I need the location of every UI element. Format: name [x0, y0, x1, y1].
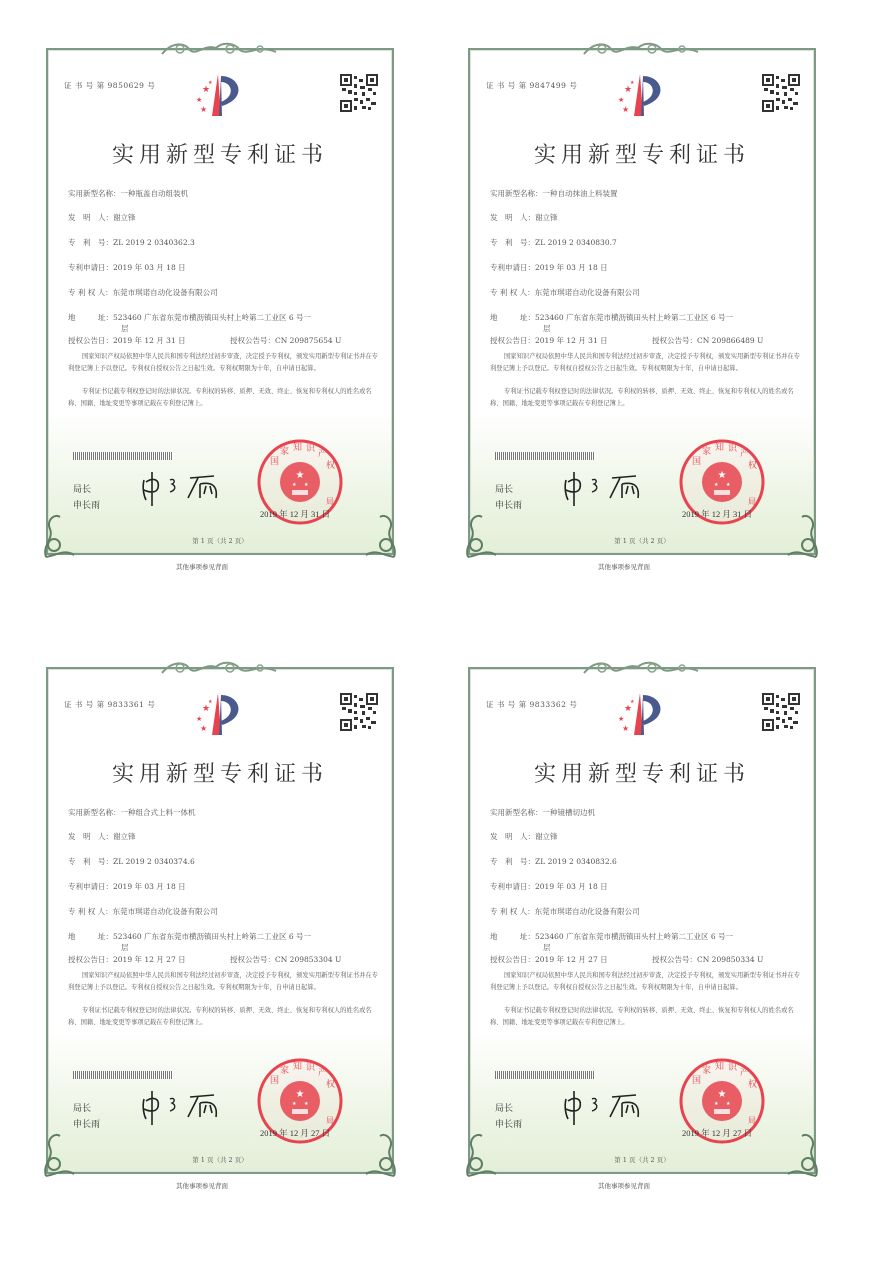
seal-date: 2019 年 12 月 27 日 — [260, 1128, 331, 1138]
certificate-frame — [46, 667, 394, 1174]
signature-icon — [560, 470, 650, 508]
address-line-2: 层 — [543, 943, 551, 952]
patent-number: 专 利 号：ZL 2019 2 0340832.6 — [490, 857, 617, 866]
ornament-corner-icon — [360, 1128, 400, 1178]
patent-holder: 专 利 权 人：东莞市琪诺自动化设备有限公司 — [490, 907, 640, 916]
statement-paragraph-1: 国家知识产权局依照中华人民共和国专利法经过初步审查，决定授予专利权，颁发实用新型专利证书并在专利登记簿上予以登记。专利权自授权公告之日起生效。专利权期限为十年，自申请日起算。 — [490, 353, 800, 372]
inventor: 发 明 人：谢立锋 — [68, 832, 136, 841]
signature-icon — [138, 1089, 228, 1127]
certificate-number: 证 书 号 第 9833361 号 — [64, 700, 156, 709]
svg-text:★: ★ — [202, 85, 211, 95]
patent-number: 专 利 号：ZL 2019 2 0340362.3 — [68, 238, 195, 247]
grant-date: 授权公告日：2019 年 12 月 27 日 — [490, 955, 608, 964]
qr-code-icon — [762, 693, 800, 731]
statement-paragraph-2: 专利证书记载专利权登记时的法律状况。专利权的转移、质押、无效、终止、恢复和专利权人的姓名或名称、国籍、地址变更等事项记载在专利登记簿上。 — [68, 1007, 372, 1026]
certificate-title: 实用新型专利证书 — [111, 762, 328, 787]
patent-holder: 专 利 权 人：东莞市琪诺自动化设备有限公司 — [68, 288, 218, 297]
svg-text:★: ★ — [295, 470, 305, 481]
statement-paragraph-1: 国家知识产权局依照中华人民共和国专利法经过初步审查，决定授予专利权，颁发实用新型专利证书并在专利登记簿上予以登记。专利权自授权公告之日起生效。专利权期限为十年，自申请日起算。 — [490, 972, 800, 991]
svg-text:局: 局 — [326, 1116, 334, 1125]
inventor: 发 明 人：谢立锋 — [490, 213, 558, 222]
certificate-frame — [468, 667, 816, 1174]
svg-text:★: ★ — [624, 704, 633, 714]
svg-text:权: 权 — [326, 1080, 336, 1090]
svg-text:★: ★ — [202, 704, 211, 714]
svg-text:权: 权 — [748, 461, 758, 471]
svg-text:产: 产 — [318, 449, 328, 459]
certificate-title: 实用新型专利证书 — [533, 143, 750, 168]
svg-text:家: 家 — [280, 447, 290, 457]
cnipa-logo-icon — [610, 72, 670, 118]
address: 地 址：523460 广东省东莞市横沥镇田头村上岭第二工业区 6 号一 — [68, 932, 312, 941]
svg-text:知: 知 — [715, 1062, 725, 1072]
svg-text:产: 产 — [740, 1068, 750, 1078]
page-number: 第 1 页（共 2 页） — [614, 1156, 670, 1164]
cnipa-logo-icon — [188, 72, 248, 118]
svg-text:局: 局 — [748, 1116, 756, 1125]
svg-text:识: 识 — [306, 444, 316, 454]
svg-text:★: ★ — [208, 80, 213, 86]
cnipa-logo-icon — [610, 691, 670, 737]
application-date: 专利申请日：2019 年 03 月 18 日 — [490, 882, 608, 891]
svg-text:★: ★ — [630, 80, 635, 86]
statement-paragraph-2: 专利证书记载专利权登记时的法律状况。专利权的转移、质押、无效、终止、恢复和专利权人的姓名或名称、国籍、地址变更等事项记载在专利登记簿上。 — [490, 1007, 794, 1026]
director-title: 局长 — [73, 485, 92, 495]
svg-text:★: ★ — [618, 96, 625, 104]
svg-text:识: 识 — [728, 1063, 738, 1073]
svg-text:★: ★ — [200, 105, 208, 114]
svg-text:产: 产 — [318, 1068, 328, 1078]
ornament-top-icon — [582, 40, 700, 58]
statement-paragraph-2: 专利证书记载专利权登记时的法律状况。专利权的转移、质押、无效、终止、恢复和专利权人的姓名或名称、国籍、地址变更等事项记载在专利登记簿上。 — [490, 388, 794, 407]
director-name: 申长雨 — [495, 1120, 523, 1130]
address-line-2: 层 — [121, 324, 129, 333]
seal-date: 2019 年 12 月 31 日 — [682, 509, 753, 519]
svg-text:局: 局 — [748, 497, 756, 506]
patent-certificate-1 — [46, 48, 394, 571]
svg-text:★: ★ — [196, 96, 203, 104]
footnote: 其他事项参见背面 — [176, 563, 228, 571]
address-line-2: 层 — [121, 943, 129, 952]
application-date: 专利申请日：2019 年 03 月 18 日 — [68, 882, 186, 891]
page-number: 第 1 页（共 2 页） — [614, 537, 670, 545]
barcode — [73, 1071, 173, 1079]
svg-text:识: 识 — [306, 1063, 316, 1073]
address-line-2: 层 — [543, 324, 551, 333]
inventor: 发 明 人：谢立锋 — [490, 832, 558, 841]
svg-text:★: ★ — [304, 482, 309, 488]
director-name: 申长雨 — [495, 501, 523, 511]
barcode — [73, 452, 173, 460]
svg-text:知: 知 — [293, 443, 303, 453]
statement-paragraph-2: 专利证书记载专利权登记时的法律状况。专利权的转移、质押、无效、终止、恢复和专利权人的姓名或名称、国籍、地址变更等事项记载在专利登记簿上。 — [68, 388, 372, 407]
svg-text:产: 产 — [740, 449, 750, 459]
svg-text:★: ★ — [717, 470, 727, 481]
cnipa-logo-icon — [188, 691, 248, 737]
grant-date: 授权公告日：2019 年 12 月 31 日 — [68, 336, 186, 345]
grant-date: 授权公告日：2019 年 12 月 27 日 — [68, 955, 186, 964]
svg-text:★: ★ — [714, 1101, 719, 1107]
svg-text:★: ★ — [726, 1101, 731, 1107]
utility-model-name: 实用新型名称：一种镜槽切边机 — [490, 808, 595, 817]
svg-text:知: 知 — [715, 443, 725, 453]
ornament-corner-icon — [40, 509, 80, 559]
utility-model-name: 实用新型名称：一种瓶盖自动组装机 — [68, 189, 188, 198]
address: 地 址：523460 广东省东莞市横沥镇田头村上岭第二工业区 6 号一 — [490, 932, 734, 941]
certificate-title: 实用新型专利证书 — [111, 143, 328, 168]
ornament-corner-icon — [462, 509, 502, 559]
ornament-top-icon — [160, 659, 278, 677]
director-name: 申长雨 — [73, 1120, 101, 1130]
director-title: 局长 — [73, 1104, 92, 1114]
svg-text:★: ★ — [630, 699, 635, 705]
qr-code-icon — [340, 74, 378, 112]
patent-number: 专 利 号：ZL 2019 2 0340374.6 — [68, 857, 195, 866]
footnote: 其他事项参见背面 — [176, 1182, 228, 1190]
grant-publication-number: 授权公告号：CN 209875654 U — [230, 336, 342, 345]
svg-text:★: ★ — [622, 105, 630, 114]
svg-text:家: 家 — [702, 447, 712, 457]
grant-date: 授权公告日：2019 年 12 月 31 日 — [490, 336, 608, 345]
barcode — [495, 1071, 595, 1079]
director-title: 局长 — [495, 485, 514, 495]
certificate-number: 证 书 号 第 9850629 号 — [64, 81, 156, 90]
svg-text:国: 国 — [692, 1076, 702, 1086]
statement-paragraph-1: 国家知识产权局依照中华人民共和国专利法经过初步审查，决定授予专利权，颁发实用新型专利证书并在专利登记簿上予以登记。专利权自授权公告之日起生效。专利权期限为十年，自申请日起算。 — [68, 353, 378, 372]
qr-code-icon — [762, 74, 800, 112]
svg-text:权: 权 — [748, 1080, 758, 1090]
certificate-title: 实用新型专利证书 — [533, 762, 750, 787]
svg-text:家: 家 — [280, 1066, 290, 1076]
ornament-top-icon — [160, 40, 278, 58]
svg-text:国: 国 — [270, 1076, 280, 1086]
address: 地 址：523460 广东省东莞市横沥镇田头村上岭第二工业区 6 号一 — [68, 313, 312, 322]
page-number: 第 1 页（共 2 页） — [192, 1156, 248, 1164]
qr-code-icon — [340, 693, 378, 731]
certificate-frame — [468, 48, 816, 555]
grant-publication-number: 授权公告号：CN 209853304 U — [230, 955, 342, 964]
inventor: 发 明 人：谢立锋 — [68, 213, 136, 222]
svg-text:★: ★ — [200, 724, 208, 733]
svg-text:★: ★ — [304, 1101, 309, 1107]
ornament-corner-icon — [782, 509, 822, 559]
ornament-corner-icon — [40, 1128, 80, 1178]
application-date: 专利申请日：2019 年 03 月 18 日 — [490, 263, 608, 272]
patent-certificate-4 — [468, 667, 816, 1190]
svg-text:★: ★ — [618, 715, 625, 723]
utility-model-name: 实用新型名称：一种组合式上料一体机 — [68, 808, 196, 817]
svg-text:家: 家 — [702, 1066, 712, 1076]
svg-text:国: 国 — [692, 457, 702, 467]
svg-text:局: 局 — [326, 497, 334, 506]
svg-text:★: ★ — [208, 699, 213, 705]
svg-text:★: ★ — [292, 482, 297, 488]
certificate-number: 证 书 号 第 9847499 号 — [486, 81, 578, 90]
patent-certificate-3 — [46, 667, 394, 1190]
signature-icon — [138, 470, 228, 508]
svg-text:识: 识 — [728, 444, 738, 454]
patent-number: 专 利 号：ZL 2019 2 0340830.7 — [490, 238, 617, 247]
barcode — [495, 452, 595, 460]
grant-publication-number: 授权公告号：CN 209866489 U — [652, 336, 764, 345]
svg-text:知: 知 — [293, 1062, 303, 1072]
svg-text:★: ★ — [714, 482, 719, 488]
patent-holder: 专 利 权 人：东莞市琪诺自动化设备有限公司 — [490, 288, 640, 297]
signature-icon — [560, 1089, 650, 1127]
svg-text:★: ★ — [726, 482, 731, 488]
svg-text:★: ★ — [196, 715, 203, 723]
statement-paragraph-1: 国家知识产权局依照中华人民共和国专利法经过初步审查，决定授予专利权，颁发实用新型专利证书并在专利登记簿上予以登记。专利权自授权公告之日起生效。专利权期限为十年，自申请日起算。 — [68, 972, 378, 991]
footnote: 其他事项参见背面 — [598, 563, 650, 571]
utility-model-name: 实用新型名称：一种自动抹油上料装置 — [490, 189, 618, 198]
certificate-number: 证 书 号 第 9833362 号 — [486, 700, 578, 709]
application-date: 专利申请日：2019 年 03 月 18 日 — [68, 263, 186, 272]
svg-text:★: ★ — [292, 1101, 297, 1107]
seal-date: 2019 年 12 月 27 日 — [682, 1128, 753, 1138]
patent-holder: 专 利 权 人：东莞市琪诺自动化设备有限公司 — [68, 907, 218, 916]
director-name: 申长雨 — [73, 501, 101, 511]
ornament-corner-icon — [782, 1128, 822, 1178]
svg-text:国: 国 — [270, 457, 280, 467]
footnote: 其他事项参见背面 — [598, 1182, 650, 1190]
director-title: 局长 — [495, 1104, 514, 1114]
svg-text:★: ★ — [717, 1089, 727, 1100]
grant-publication-number: 授权公告号：CN 209850334 U — [652, 955, 764, 964]
svg-text:★: ★ — [622, 724, 630, 733]
svg-text:★: ★ — [624, 85, 633, 95]
ornament-corner-icon — [462, 1128, 502, 1178]
ornament-corner-icon — [360, 509, 400, 559]
svg-text:★: ★ — [295, 1089, 305, 1100]
certificate-frame — [46, 48, 394, 555]
address: 地 址：523460 广东省东莞市横沥镇田头村上岭第二工业区 6 号一 — [490, 313, 734, 322]
patent-certificate-2 — [468, 48, 816, 571]
page-number: 第 1 页（共 2 页） — [192, 537, 248, 545]
ornament-top-icon — [582, 659, 700, 677]
svg-text:权: 权 — [326, 461, 336, 471]
seal-date: 2019 年 12 月 31 日 — [260, 509, 331, 519]
